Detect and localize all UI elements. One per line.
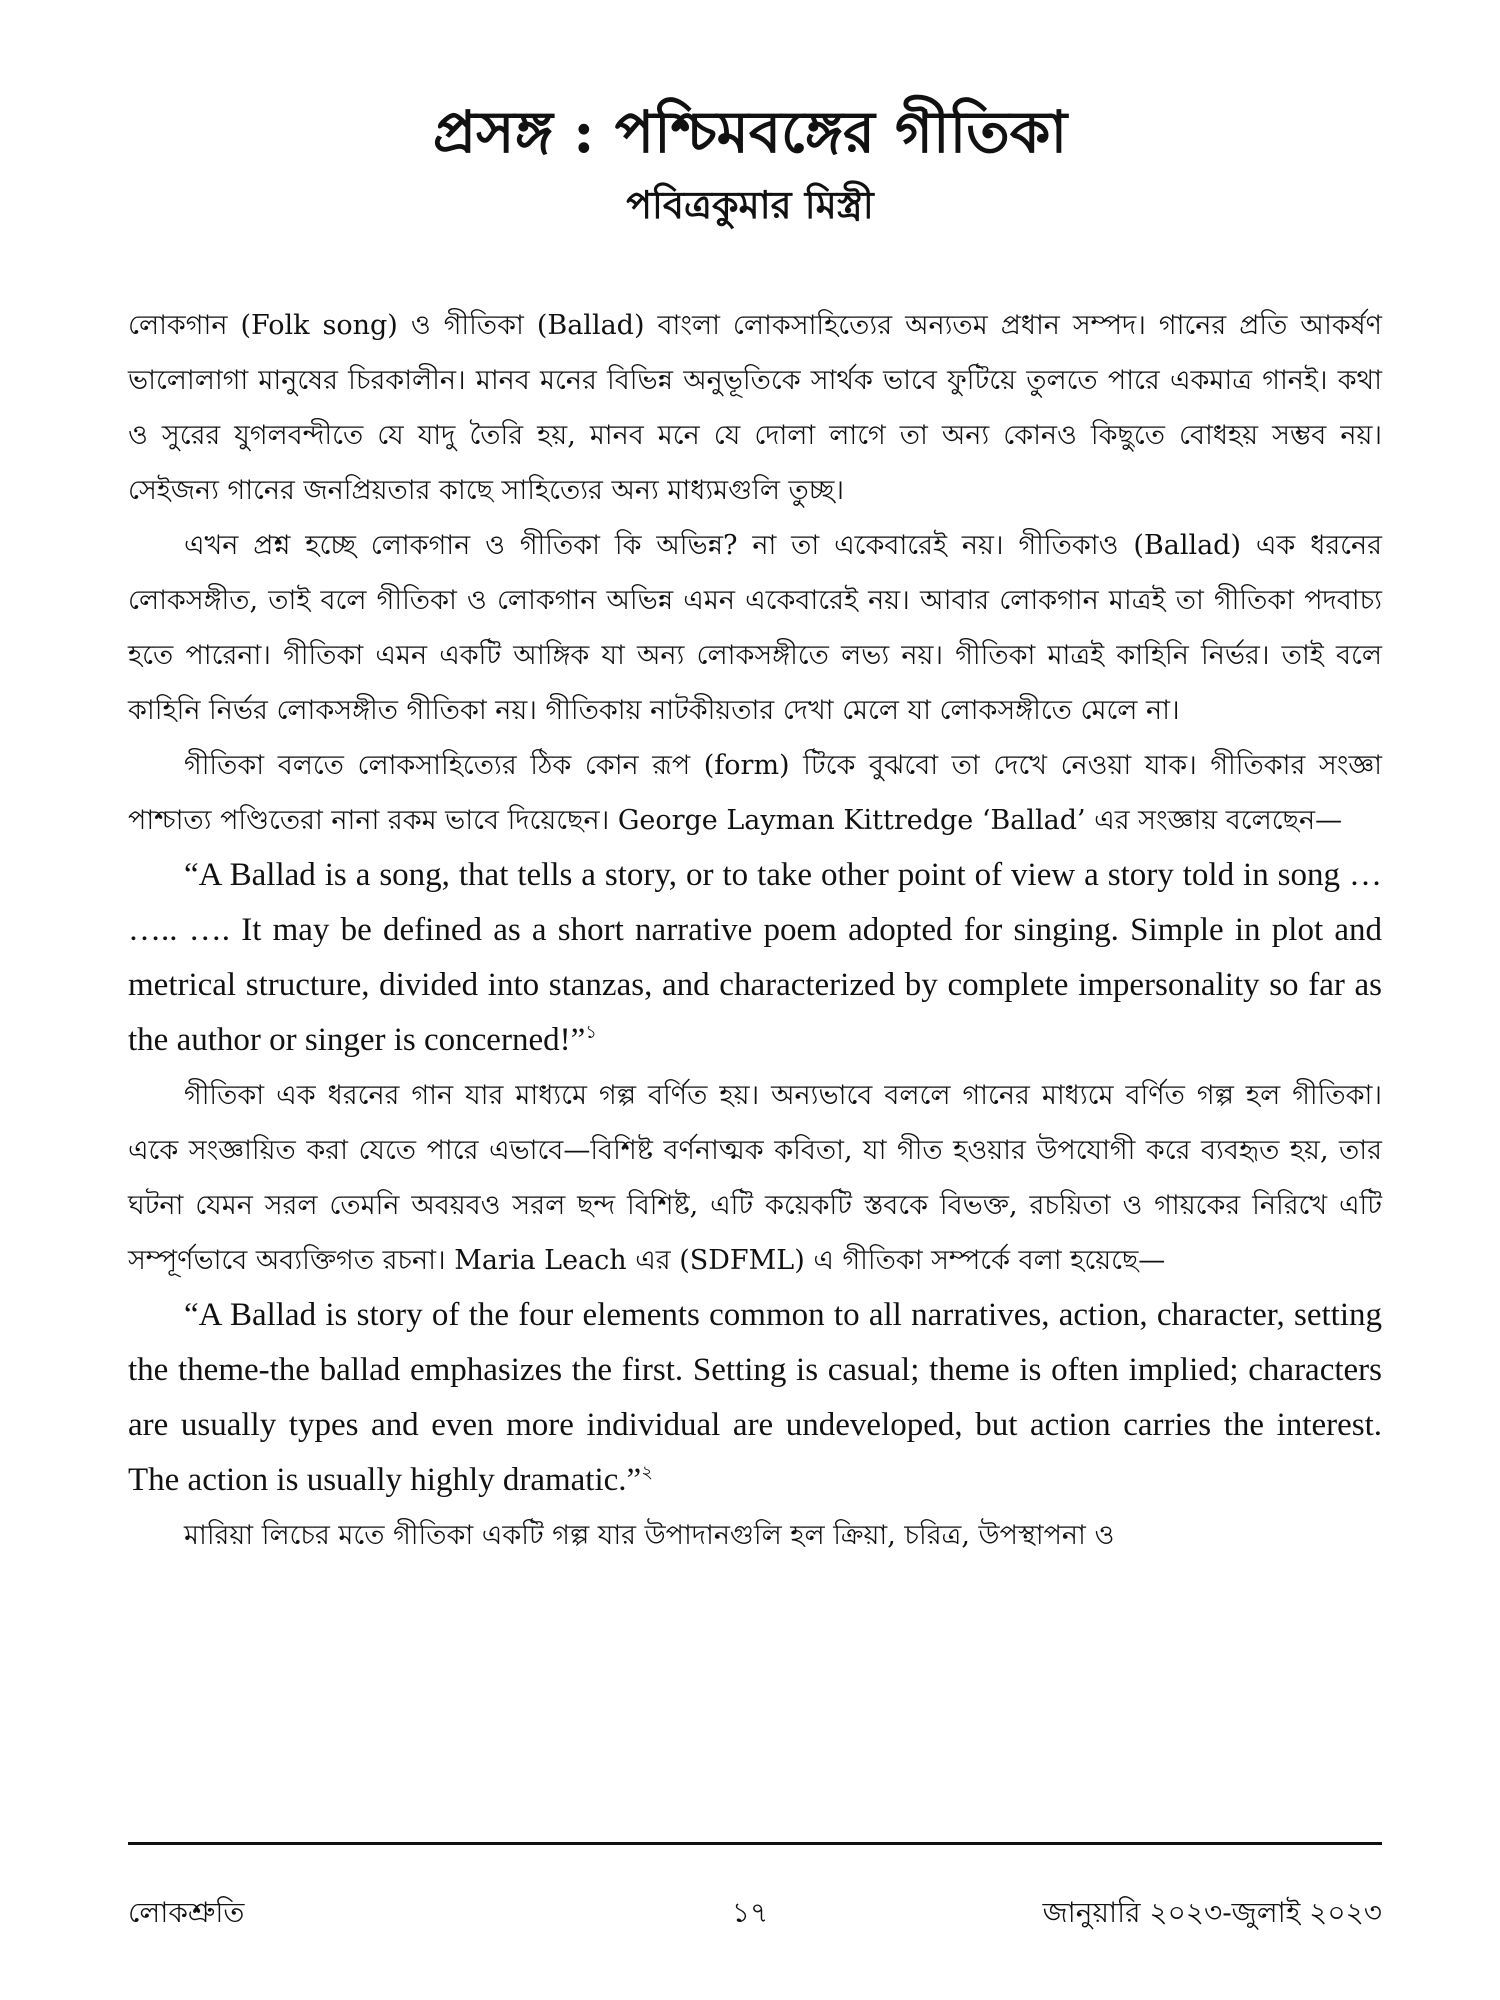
footer-issue-date: জানুয়ারি ২০২৩-জুলাই ২০২৩	[1042, 1896, 1382, 1929]
kittredge-quote: “A Ballad is a song, that tells a story, or to take other point of view a story told in song … ….. …. It may be defined as a short narrative poem adopted for singing. Simple in plot and metrical structure, divided into stanzas, and characterized by complete impersonality so far as the author or singer is concerned!”$^১$	[128, 857, 1382, 1058]
footer-journal-name: লোকশ্রুতি	[128, 1896, 245, 1929]
leach-quote: “A Ballad is story of the four elements common to all narratives, action, character, setting the theme-the ballad emphasizes the first. Setting is casual; theme is often implied; characters are usually types and even more individual are undeveloped, but action carries the interest. The action is usually highly dramatic.”$^২$	[128, 1297, 1382, 1498]
author-name: পবিত্রকুমার মিস্ত্রী	[626, 182, 874, 227]
paragraph-5: গীতিকা এক ধরনের গান যার মাধ্যমে গল্প বর্ণিত হয়। অন্যভাবে বললে গানের মাধ্যমে বর্ণিত গল্প হল গীতিকা। একে সংজ্ঞায়িত করা যেতে পারে এভাবে—বিশিষ্ট বর্ণনাত্মক কবিতা, যা গীত হওয়ার উপযোগী করে ব্যবহৃত হয়, তার ঘটনা যেমন সরল তেমনি অবয়বও সরল ছন্দ বিশিষ্ট, এটি কয়েকটি স্তবকে বিভক্ত, রচয়িতা ও গায়কের নিরিখে এটি সম্পূর্ণভাবে অব্যক্তিগত রচনা। Maria Leach এর (SDFML) এ গীতিকা সম্পর্কে বলা হয়েছে—	[128, 1080, 1382, 1276]
footnote-ref-1: ১	[585, 1022, 597, 1042]
footer-divider	[128, 1842, 1382, 1845]
paragraph-2: এখন প্রশ্ন হচ্ছে লোকগান ও গীতিকা কি অভিন্ন? না তা একেবারেই নয়। গীতিকাও (Ballad) এক ধরনের লোকসঙ্গীত, তাই বলে গীতিকা ও লোকগান অভিন্ন এমন একেবারেই নয়। আবার লোকগান মাত্রই তা গীতিকা পদবাচ্য হতে পারেনা। গীতিকা এমন একটি আঙ্গিক যা অন্য লোকসঙ্গীতে লভ্য নয়। গীতিকা মাত্রই কাহিনি নির্ভর। তাই বলে কাহিনি নির্ভর লোকসঙ্গীত গীতিকা নয়। গীতিকায় নাটকীয়তার দেখা মেলে যা লোকসঙ্গীতে মেলে না।	[128, 530, 1382, 726]
paragraph-1: লোকগান (Folk song) ও গীতিকা (Ballad) বাংলা লোকসাহিত্যের অন্যতম প্রধান সম্পদ। গানের প্রতি আকর্ষণ ভালোলাগা মানুষের চিরকালীন। মানব মনের বিভিন্ন অনুভূতিকে সার্থক ভাবে ফুটিয়ে তুলতে পারে একমাত্র গানই। কথা ও সুরের যুগলবন্দীতে যে যাদু তৈরি হয়, মানব মনে যে দোলা লাগে তা অন্য কোনও কিছুতে বোধহয় সম্ভব নয়। সেইজন্য গানের জনপ্রিয়তার কাছে সাহিত্যের অন্য মাধ্যমগুলি তুচ্ছ।	[128, 310, 1382, 506]
article-body	[128, 298, 1382, 1563]
paragraph-3: গীতিকা বলতে লোকসাহিত্যের ঠিক কোন রূপ (form) টিকে বুঝবো তা দেখে নেওয়া যাক। গীতিকার সংজ্ঞা পাশ্চাত্য পণ্ডিতেরা নানা রকম ভাবে দিয়েছেন। George Layman Kittredge ‘Ballad’ এর সংজ্ঞায় বলেছেন—	[128, 750, 1382, 836]
footnote-ref-2: ২	[641, 1462, 653, 1482]
paragraph-7: মারিয়া লিচের মতে গীতিকা একটি গল্প যার উপাদানগুলি হল ক্রিয়া, চরিত্র, উপস্থাপনা ও	[184, 1520, 1115, 1551]
page-number: ১৭	[731, 1896, 769, 1929]
page-title: প্রসঙ্গ : পশ্চিমবঙ্গের গীতিকা	[432, 98, 1068, 166]
